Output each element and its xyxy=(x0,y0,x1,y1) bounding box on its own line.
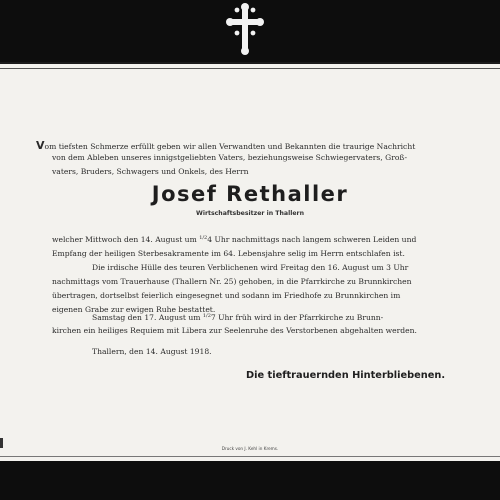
top-rule xyxy=(0,68,500,69)
bottom-rule xyxy=(0,456,500,457)
printer-imprint: Druck von J. Kehl in Krems. xyxy=(221,446,279,451)
intro-initial: V xyxy=(36,139,45,152)
death-line-1 xyxy=(52,236,416,244)
intro-line-1-text: om tiefsten Schmerze erfüllt geben wir allen Verwandten und Bekannten die traurige Nachricht xyxy=(44,142,416,151)
funeral-line-1: Die irdische Hülle des teuren Verblichenen wird Freitag den 16. August um 3 Uhr xyxy=(92,263,409,272)
deceased-name: Josef Rethaller xyxy=(151,182,349,206)
death-line-1-b: 4 Uhr nachmittags nach langem schweren Leiden und xyxy=(207,235,417,244)
intro-line-1 xyxy=(36,140,415,151)
bottom-black-border xyxy=(0,461,500,500)
deceased-occupation: Wirtschaftsbesitzer in Thallern xyxy=(196,210,304,217)
funeral-line-4: eigenen Grabe zur ewigen Ruhe bestattet. xyxy=(52,305,216,314)
death-time-fraction: 1/2 xyxy=(199,235,208,241)
cross-icon xyxy=(226,2,264,56)
notice-paper xyxy=(0,62,500,461)
requiem-line-1 xyxy=(92,314,383,322)
mourners-signature: Die tieftrauernden Hinterbliebenen. xyxy=(246,370,446,381)
funeral-line-3: übertragen, dortselbst feierlich eingesegnet und sodann im Friedhofe zu Brunnkirchen im xyxy=(52,291,401,300)
intro-line-2: von dem Ableben unseres innigstgeliebten Vaters, beziehungsweise Schwiegervaters, Groß- xyxy=(52,153,408,162)
funeral-line-2: nachmittags vom Trauerhause (Thallern Nr. 25) gehoben, in die Pfarrkirche zu Brunnkirchen xyxy=(52,277,412,286)
death-line-1-a: welcher Mittwoch den 14. August um xyxy=(52,235,200,244)
requiem-line-1-a: Samstag den 17. August um xyxy=(92,313,203,322)
requiem-line-1-b: 7 Uhr früh wird in der Pfarrkirche zu Brunn- xyxy=(210,313,384,322)
requiem-line-2: kirchen ein heiliges Requiem mit Libera zur Seelenruhe des Verstorbenen abgehalten werden. xyxy=(52,326,417,335)
intro-line-3: vaters, Bruders, Schwagers und Onkels, des Herrn xyxy=(52,167,249,176)
dateline: Thallern, den 14. August 1918. xyxy=(92,347,212,356)
death-line-2: Empfang der heiligen Sterbesakramente im 64. Lebensjahre selig im Herrn entschlafen ist. xyxy=(52,249,405,258)
requiem-time-fraction: 1/2 xyxy=(202,313,211,319)
